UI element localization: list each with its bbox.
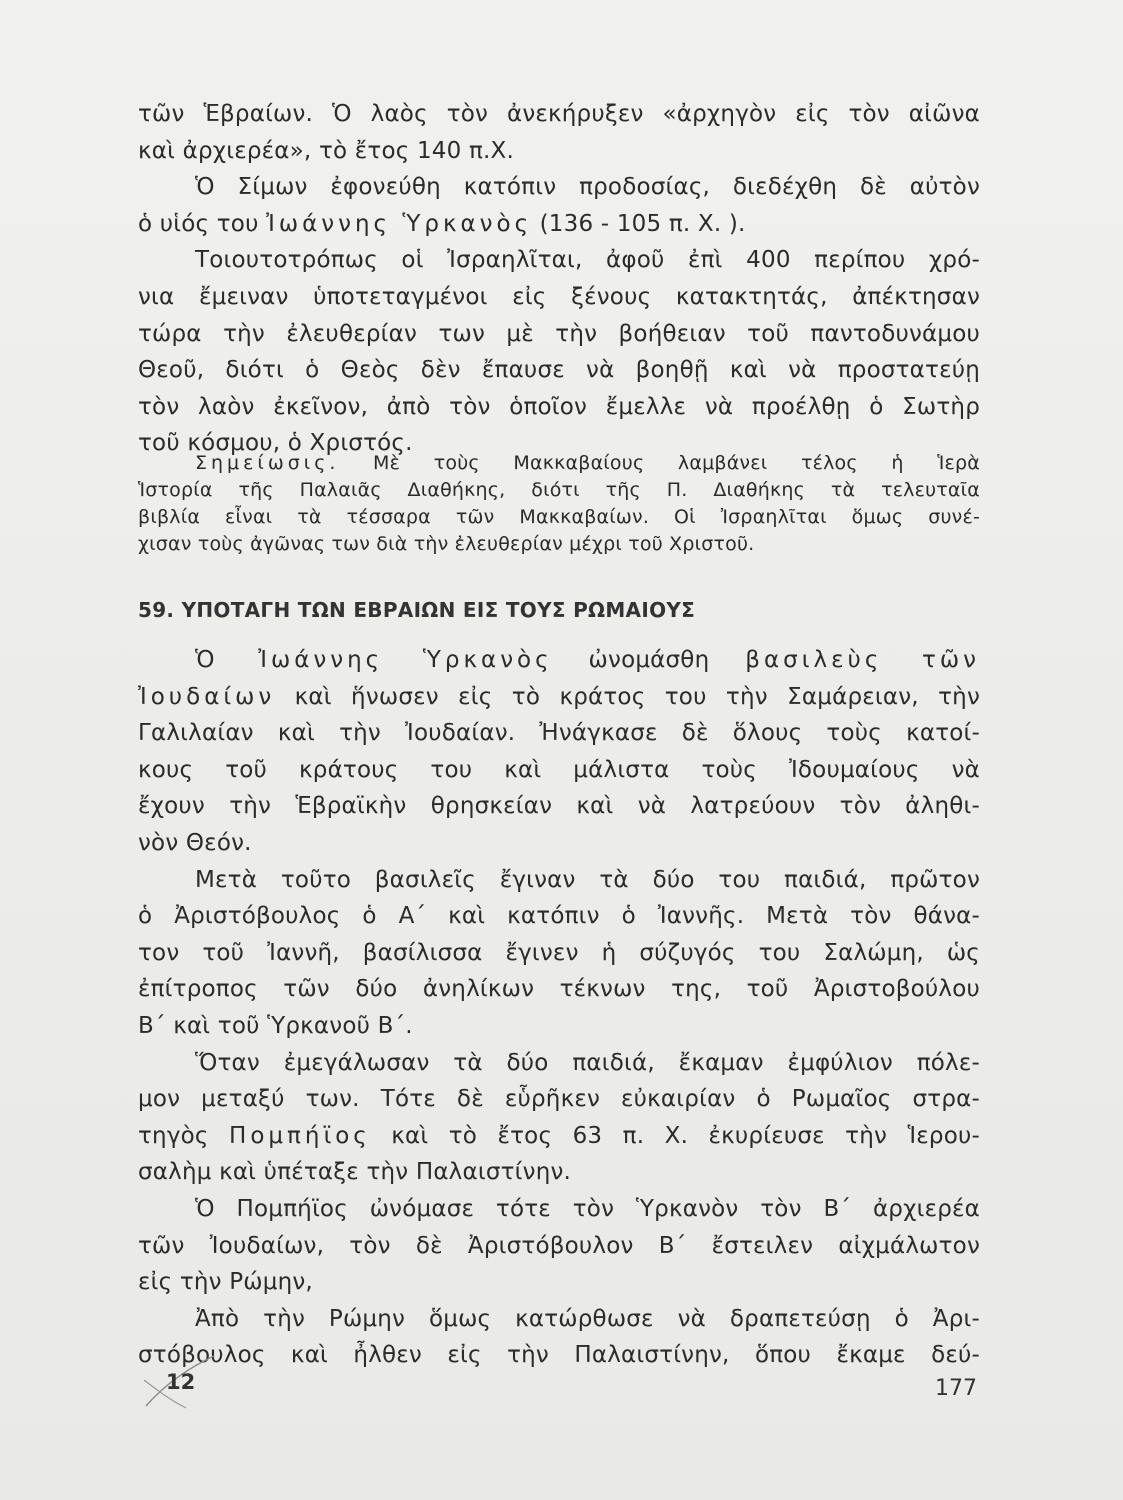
- text-line: Μετὰ τοῦτο βασιλεῖς ἔγιναν τὰ δύο του παιδιά, πρῶτον: [195, 866, 980, 893]
- text-line: τον τοῦ Ἰαννῆ, βασίλισσα ἔγινεν ἡ σύζυγός του Σαλώμη, ὡς: [138, 939, 980, 966]
- text-line: εἰς τὴν Ρώμην,: [138, 1269, 313, 1296]
- text-fragment: καὶ ἥνωσεν εἰς τὸ κράτος του τὴν Σαμάρειαν, τὴν: [275, 683, 980, 710]
- text-line: Ὁ Σίμων ἐφονεύθη κατόπιν προδοσίας, διεδέχθη δὲ αὐτὸν: [195, 174, 980, 201]
- person-name: Πομπήϊος: [229, 1122, 371, 1149]
- text-line: νια ἔμειναν ὑποτεταγμένοι εἰς ξένους κατακτητάς, ἀπέκτησαν: [138, 283, 980, 310]
- text-line: [138, 679, 980, 716]
- people-name: Ἰουδαίων: [138, 683, 276, 710]
- note-label: Σημείωσις.: [195, 452, 340, 474]
- text-line: ἔχουν τὴν Ἑβραϊκὴν θρησκείαν καὶ νὰ λατρεύουν τὸν ἀληθι-: [138, 793, 980, 820]
- text-line: Θεοῦ, διότι ὁ Θεὸς δὲν ἔπαυσε νὰ βοηθῇ καὶ νὰ προστατεύῃ: [138, 357, 980, 384]
- paragraph-top: [138, 96, 980, 462]
- paragraph-bottom: [138, 642, 980, 1374]
- text-line: στόβουλος καὶ ἦλθεν εἰς τὴν Παλαιστίνην, ὅπου ἔκαμε δεύ-: [138, 1342, 980, 1369]
- note-text: Μὲ τοὺς Μακκαβαίους λαμβάνει τέλος ἡ Ἱερὰ: [339, 452, 980, 474]
- text-line: κους τοῦ κράτους του καὶ μάλιστα τοὺς Ἰδουμαίους νὰ: [138, 756, 980, 783]
- text-line: ἐπίτροπος τῶν δύο ἀνηλίκων τέκνων της, τοῦ Ἀριστοβούλου: [138, 976, 980, 1003]
- text-fragment: τηγὸς: [138, 1122, 230, 1149]
- section-heading: 59. ΥΠΟΤΑΓΗ ΤΩΝ ΕΒΡΑΙΩΝ ΕΙΣ ΤΟΥΣ ΡΩΜΑΙΟΥΣ: [138, 598, 696, 622]
- text-line: σαλὴμ καὶ ὑπέταξε τὴν Παλαιστίνην.: [138, 1159, 572, 1186]
- text-line: τῶν Ἰουδαίων, τὸν δὲ Ἀριστόβουλον Β΄ ἔστειλεν αἰχμάλωτον: [138, 1232, 980, 1259]
- text-line: [138, 206, 980, 243]
- text-line: τοῦ κόσμου, ὁ Χριστός.: [138, 430, 413, 457]
- text-line: Β΄ καὶ τοῦ Ὑρκανοῦ Β΄.: [138, 1012, 413, 1039]
- text-line: νὸν Θεόν.: [138, 829, 252, 856]
- note-line: βιβλία εἶναι τὰ τέσσαρα τῶν Μακκαβαίων. Οἱ Ἰσραηλῖται ὅμως συνέ-: [138, 506, 980, 528]
- text-fragment: καὶ τὸ ἔτος 63 π. Χ. ἐκυρίευσε τὴν Ἱερου-: [370, 1122, 980, 1149]
- person-name: Ἰωάννης Ὑρκανὸς: [266, 210, 533, 237]
- note-line: χισαν τοὺς ἀγῶνας των διὰ τὴν ἐλευθερίαν μέχρι τοῦ Χριστοῦ.: [138, 533, 755, 555]
- note-line: [138, 450, 980, 477]
- signature-mark: 12: [166, 1370, 196, 1394]
- text-fragment: ὠνομάσθη: [552, 647, 746, 673]
- text-line: τὸν λαὸν ἐκεῖνον, ἀπὸ τὸν ὁποῖον ἔμελλε νὰ προέλθῃ ὁ Σωτὴρ: [138, 393, 980, 420]
- text-line: Ὁ Πομπήϊος ὠνόμασε τότε τὸν Ὑρκανὸν τὸν Β΄ ἀρχιερέα: [195, 1195, 980, 1222]
- text-fragment: ὁ υἱός του: [138, 210, 267, 237]
- text-line: μον μεταξύ των. Τότε δὲ εὗρῆκεν εὐκαιρίαν ὁ Ρωμαῖος στρα-: [138, 1086, 980, 1113]
- text-line: τῶν Ἑβραίων. Ὁ λαὸς τὸν ἀνεκήρυξεν «ἀρχηγὸν εἰς τὸν αἰῶνα: [138, 101, 980, 127]
- text-line: Γαλιλαίαν καὶ τὴν Ἰουδαίαν. Ἠνάγκασε δὲ ὅλους τοὺς κατοί-: [138, 720, 980, 747]
- text-line: Ὅταν ἐμεγάλωσαν τὰ δύο παιδιά, ἔκαμαν ἐμφύλιον πόλε-: [195, 1049, 980, 1076]
- text-line: [138, 642, 980, 679]
- text-fragment: (136 - 105 π. Χ. ).: [532, 210, 746, 237]
- note-block: [138, 450, 980, 558]
- person-name: Ὁ Ἰωάννης Ὑρκανὸς: [195, 647, 553, 673]
- note-line: Ἱστορία τῆς Παλαιᾶς Διαθήκης, διότι τῆς Π. Διαθήκης τὰ τελευταῖα: [138, 479, 980, 501]
- text-line: τώρα τὴν ἐλευθερίαν των μὲ τὴν βοήθειαν τοῦ παντοδυνάμου: [138, 320, 980, 347]
- text-line: Ἀπὸ τὴν Ρώμην ὅμως κατώρθωσε νὰ δραπετεύσῃ ὁ Ἀρι-: [195, 1305, 980, 1332]
- title-text: βασιλεὺς τῶν: [745, 647, 981, 673]
- text-line: Τοιουτοτρόπως οἱ Ἰσραηλῖται, ἀφοῦ ἐπὶ 400 περίπου χρό-: [195, 247, 980, 274]
- text-line: καὶ ἀρχιερέα», τὸ ἔτος 140 π.Χ.: [138, 137, 514, 164]
- text-line: [138, 1118, 980, 1155]
- page-number: 177: [935, 1376, 977, 1401]
- text-line: ὁ Ἀριστόβουλος ὁ Α΄ καὶ κατόπιν ὁ Ἰαννῆς. Μετὰ τὸν θάνα-: [138, 903, 980, 930]
